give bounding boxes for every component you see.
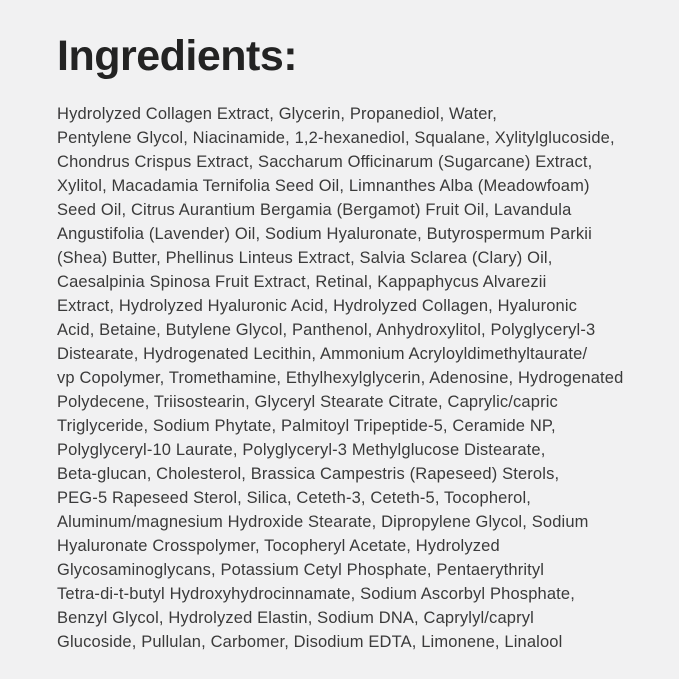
ingredients-line: Polydecene, Triisostearin, Glyceryl Stearate Citrate, Caprylic/capric (57, 393, 558, 411)
ingredients-line: Aluminum/magnesium Hydroxide Stearate, Dipropylene Glycol, Sodium (57, 513, 589, 531)
ingredients-label (57, 0, 641, 654)
ingredients-line: Tetra-di-t-butyl Hydroxyhydrocinnamate, Sodium Ascorbyl Phosphate, (57, 585, 575, 603)
ingredients-line: Benzyl Glycol, Hydrolyzed Elastin, Sodium DNA, Caprylyl/capryl (57, 609, 534, 627)
ingredients-line: vp Copolymer, Tromethamine, Ethylhexylglycerin, Adenosine, Hydrogenated (57, 369, 624, 387)
ingredients-line: Glycosaminoglycans, Potassium Cetyl Phosphate, Pentaerythrityl (57, 561, 545, 579)
ingredients-line: Caesalpinia Spinosa Fruit Extract, Retinal, Kappaphycus Alvarezii (57, 273, 547, 291)
ingredients-line: Polyglyceryl-10 Laurate, Polyglyceryl-3 Methylglucose Distearate, (57, 441, 546, 459)
ingredients-line: Hydrolyzed Collagen Extract, Glycerin, Propanediol, Water, (57, 105, 498, 123)
ingredients-heading: Ingredients: (57, 32, 298, 80)
ingredients-line: Distearate, Hydrogenated Lecithin, Ammonium Acryloyldimethyltaurate/ (57, 345, 588, 363)
ingredients-line: Angustifolia (Lavender) Oil, Sodium Hyaluronate, Butyrospermum Parkii (57, 225, 592, 243)
ingredients-line: Beta-glucan, Cholesterol, Brassica Campestris (Rapeseed) Sterols, (57, 465, 560, 483)
ingredients-line: (Shea) Butter, Phellinus Linteus Extract, Salvia Sclarea (Clary) Oil, (57, 249, 553, 267)
ingredients-line: Pentylene Glycol, Niacinamide, 1,2-hexanediol, Squalane, Xylitylglucoside, (57, 129, 615, 147)
ingredients-line: PEG-5 Rapeseed Sterol, Silica, Ceteth-3, Ceteth-5, Tocopherol, (57, 489, 531, 507)
ingredients-line: Glucoside, Pullulan, Carbomer, Disodium EDTA, Limonene, Linalool (57, 633, 563, 651)
ingredients-line: Chondrus Crispus Extract, Saccharum Officinarum (Sugarcane) Extract, (57, 153, 593, 171)
ingredients-line: Hyaluronate Crosspolymer, Tocopheryl Acetate, Hydrolyzed (57, 537, 500, 555)
ingredients-line: Acid, Betaine, Butylene Glycol, Panthenol, Anhydroxylitol, Polyglyceryl-3 (57, 321, 596, 339)
ingredients-line: Seed Oil, Citrus Aurantium Bergamia (Bergamot) Fruit Oil, Lavandula (57, 201, 572, 219)
ingredients-line: Triglyceride, Sodium Phytate, Palmitoyl Tripeptide-5, Ceramide NP, (57, 417, 556, 435)
ingredients-line: Xylitol, Macadamia Ternifolia Seed Oil, Limnanthes Alba (Meadowfoam) (57, 177, 590, 195)
ingredients-list (57, 102, 641, 654)
ingredients-line: Extract, Hydrolyzed Hyaluronic Acid, Hydrolyzed Collagen, Hyaluronic (57, 297, 578, 315)
